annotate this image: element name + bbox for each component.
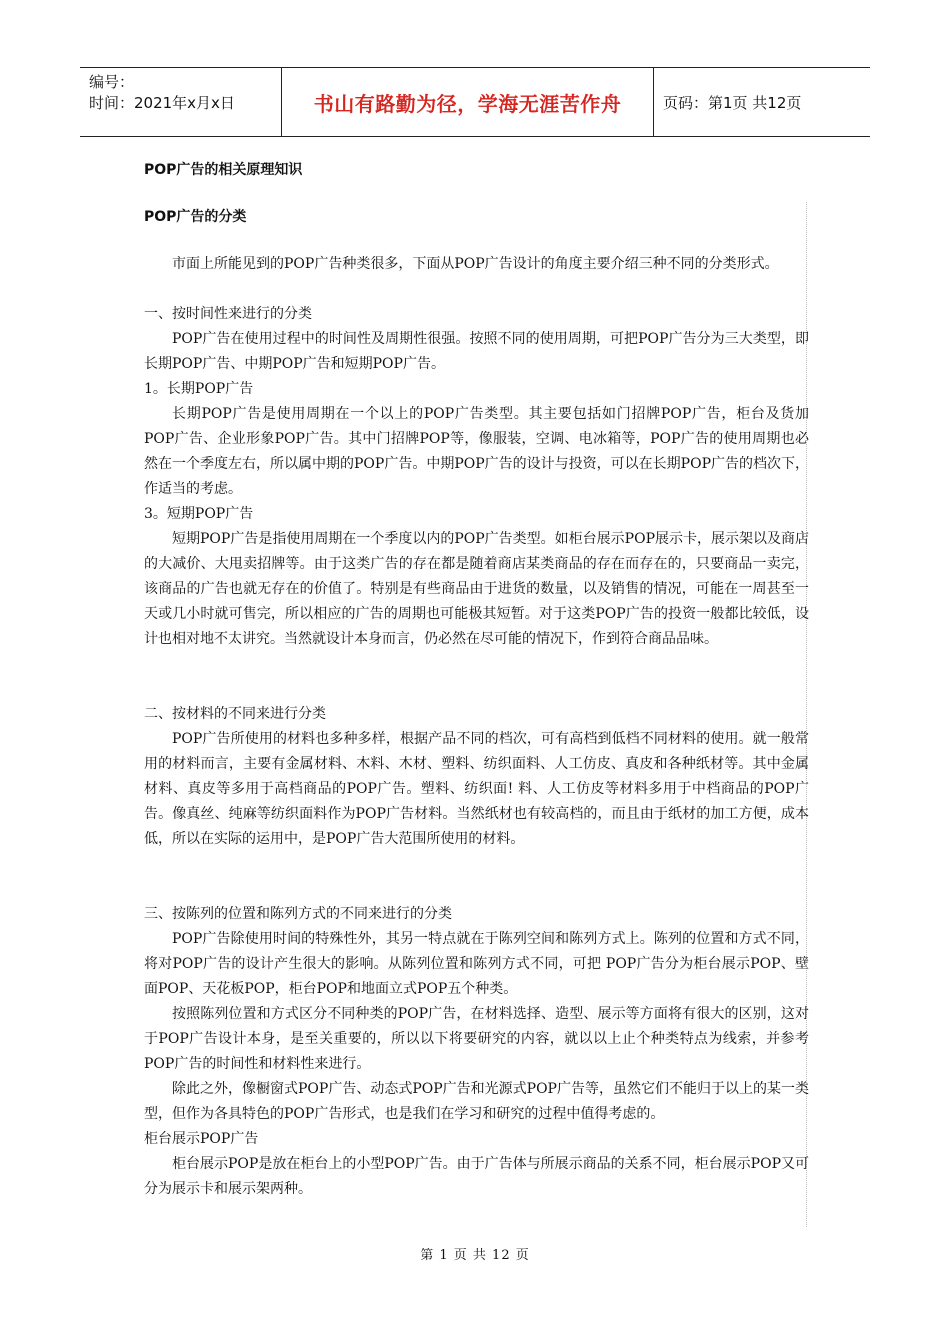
page-footer: 第 1 页 共 12 页	[420, 1248, 530, 1263]
section-1-paragraph: POP广告在使用过程中的时间性及周期性很强。按照不同的使用周期，可把POP广告分为三大类型，即长期POP广告、中期POP广告和短期POP广告。	[144, 331, 809, 372]
section-3-paragraph-2: 按照陈列位置和方式区分不同种类的POP广告，在材料选择、造型、展示等方面将有很大的区别，这对于POP广告设计本身，是至关重要的，所以以下将要研究的内容，就以以上止个种类特点为线索，并参考POP广告的时间性和材料性来进行。	[144, 1006, 809, 1072]
document-body	[144, 158, 809, 1202]
section-1-short-term-paragraph: 短期POP广告是指使用周期在一个季度以内的POP广告类型。如柜台展示POP展示卡，展示架以及商店的大减价、大甩卖招牌等。由于这类广告的存在都是随着商店某类商品的存在而存在的，只要商品一卖完，该商品的广告也就无存在的价值了。特别是有些商品由于进货的数量，以及销售的情况，可能在一周甚至一天或几小时就可售完，所以相应的广告的周期也可能极其短暂。对于这类POP广告的投资一般都比较低，设计也相对地不太讲究。当然就设计本身而言，仍必然在尽可能的情况下，作到符合商品品味。	[144, 531, 809, 647]
section-2-heading: 二、按材料的不同来进行分类	[144, 706, 326, 722]
document-title: POP广告的相关原理知识	[144, 162, 303, 178]
section-title: POP广告的分类	[144, 209, 247, 225]
section-1-subheading-short-term: 3。短期POP广告	[144, 506, 254, 522]
document-number-label: 编号：	[89, 73, 135, 91]
section-2-paragraph: POP广告所使用的材料也多种多样，根据产品不同的档次，可有高档到低档不同材料的使用。就一般常用的材料而言，主要有金属材料、木料、木材、塑料、纺织面料、人工仿皮、真皮和各种纸材等。其中金属材料、真皮等多用于高档商品的POP广告。塑料、纺织面! 料、人工仿皮等材料多用于中档商品的POP广告。像真丝、纯麻等纺织面料作为POP广告材料。当然纸材也有较高档的，而且由于纸材的加工方便，成本低，所以在实际的运用中，是POP广告大范围所使用的材料。	[144, 731, 809, 847]
header-motto: 书山有路勤为径，学海无涯苦作舟	[282, 68, 654, 136]
header-meta	[80, 68, 282, 136]
section-1-heading: 一、按时间性来进行的分类	[144, 306, 312, 322]
section-3-counter-display-paragraph: 柜台展示POP是放在柜台上的小型POP广告。由于广告体与所展示商品的关系不同，柜台展示POP又可分为展示卡和展示架两种。	[144, 1156, 809, 1197]
section-3-paragraph-3: 除此之外，像橱窗式POP广告、动态式POP广告和光源式POP广告等，虽然它们不能归于以上的某一类型，但作为各具特色的POP广告形式，也是我们在学习和研究的过程中值得考虑的。	[144, 1081, 809, 1122]
section-3-subheading-counter-display: 柜台展示POP广告	[144, 1131, 259, 1147]
section-1-long-term-paragraph: 长期POP广告是使用周期在一个以上的POP广告类型。其主要包括如门招牌POP广告，柜台及货加POP广告、企业形象POP广告。其中门招牌POP等，像服装，空调、电冰箱等，POP广告的使用周期也必然在一个季度左右，所以属中期的POP广告。中期POP广告的设计与投资，可以在长期POP广告的档次下，作适当的考虑。	[144, 406, 809, 497]
header-page-number: 页码：第1页 共12页	[663, 93, 802, 112]
document-date-label: 时间：2021年x月x日	[89, 94, 235, 112]
section-1-subheading-long-term: 1。长期POP广告	[144, 381, 254, 397]
page-header	[80, 67, 870, 137]
section-3-heading: 三、按陈列的位置和陈列方式的不同来进行的分类	[144, 906, 452, 922]
section-3-paragraph-1: POP广告除使用时间的特殊性外，其另一特点就在于陈列空间和陈列方式上。陈列的位置和方式不同，将对POP广告的设计产生很大的影响。从陈列位置和陈列方式不同，可把 POP广告分为柜台展示POP、壁面POP、天花板POP，柜台POP和地面立式POP五个种类。	[144, 931, 809, 997]
intro-paragraph: 市面上所能见到的POP广告种类很多，下面从POP广告设计的角度主要介绍三种不同的分类形式。	[172, 256, 779, 272]
